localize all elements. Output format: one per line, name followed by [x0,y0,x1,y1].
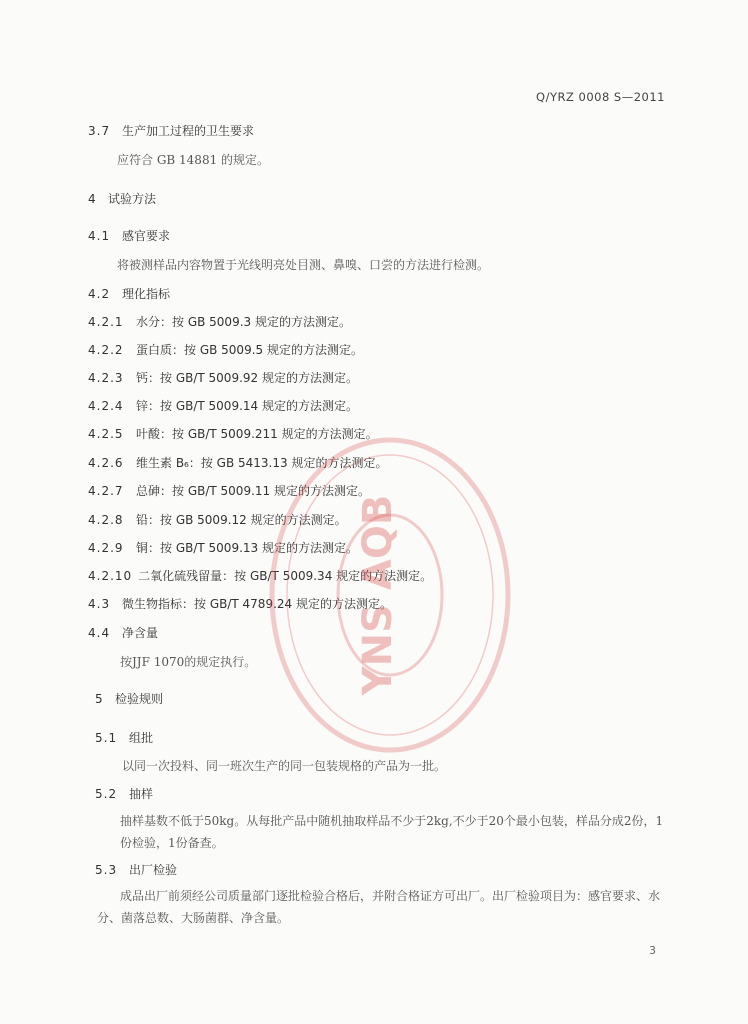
item-4-2-9 [88,540,358,556]
item-number: 4.2.10 [88,569,133,583]
section-number: 4 [88,192,97,206]
item-4-2-3 [88,370,358,386]
section-5-heading [95,691,163,707]
section-number: 4.1 [88,229,111,243]
seal-text: YNS AQB [355,494,401,696]
item-4-2-1 [88,314,351,330]
section-4-1-heading [88,228,170,244]
section-number: 5 [95,692,104,706]
section-5-1-body: 以同一次投料、同一班次生产的同一包装规格的产品为一批。 [122,759,447,773]
section-4-1-body: 将被测样品内容物置于光线明亮处目测、鼻嗅、口尝的方法进行检测。 [117,258,490,272]
section-title: 抽样 [129,787,154,801]
section-number: 5.1 [95,731,118,745]
company-seal [255,420,515,760]
item-text: 铜：按 GB/T 5009.13 规定的方法测定。 [136,541,358,555]
item-4-2-7 [88,483,370,499]
item-number: 4.2.1 [88,315,124,329]
item-4-2-8 [88,512,347,528]
section-title: 出厂检验 [129,863,178,877]
section-4-3 [88,596,392,612]
section-5-2-heading [95,786,153,802]
section-5-2-body: 抽样基数不低于50kg。从每批产品中随机抽取样品不少于2kg,不少于20个最小包装，样品分成2份，1份检验，1份备查。 [120,814,664,850]
section-title: 组批 [129,731,154,745]
section-5-3-body: 成品出厂前须经公司质量部门逐批检验合格后，并附合格证方可出厂。出厂检验项目为：感官要求、水分、菌落总数、大肠菌群、净含量。 [97,889,661,925]
item-4-2-4 [88,398,358,414]
section-5-1-heading [95,730,153,746]
item-number: 4.2.6 [88,456,124,470]
item-number: 4.2.2 [88,343,124,357]
item-text: 蛋白质：按 GB 5009.5 规定的方法测定。 [136,343,363,357]
item-text: 铅：按 GB 5009.12 规定的方法测定。 [136,513,347,527]
section-4-4-heading [88,625,158,641]
section-title: 感官要求 [122,229,171,243]
item-text: 锌：按 GB/T 5009.14 规定的方法测定。 [136,399,358,413]
section-number: 3.7 [88,124,111,138]
section-4-4-body: 按JJF 1070的规定执行。 [120,655,257,669]
section-number: 5.3 [95,863,118,877]
item-text: 二氧化硫残留量：按 GB/T 5009.34 规定的方法测定。 [138,569,433,583]
section-text: 微生物指标：按 GB/T 4789.24 规定的方法测定。 [122,597,392,611]
item-text: 总砷：按 GB/T 5009.11 规定的方法测定。 [136,484,370,498]
item-number: 4.2.4 [88,399,124,413]
section-title: 检验规则 [115,692,164,706]
item-text: 水分：按 GB 5009.3 规定的方法测定。 [136,315,351,329]
item-4-2-5 [88,426,378,442]
item-text: 钙：按 GB/T 5009.92 规定的方法测定。 [136,371,358,385]
section-number: 4.2 [88,287,111,301]
section-number: 5.2 [95,787,118,801]
item-number: 4.2.7 [88,484,124,498]
section-3-7-body: 应符合 GB 14881 的规定。 [117,153,270,167]
section-title: 净含量 [122,626,159,640]
item-text: 维生素 B₆：按 GB 5413.13 规定的方法测定。 [136,456,388,470]
item-text: 叶酸：按 GB/T 5009.211 规定的方法测定。 [136,427,378,441]
item-4-2-10 [88,568,432,584]
section-title: 试验方法 [108,192,157,206]
section-4-2-heading [88,286,170,302]
section-title: 生产加工过程的卫生要求 [122,124,255,138]
page-number: 3 [649,944,656,957]
item-4-2-6 [88,455,387,471]
item-number: 4.2.9 [88,541,124,555]
section-4-heading [88,191,156,207]
section-title: 理化指标 [122,287,171,301]
item-4-2-2 [88,342,363,358]
item-number: 4.2.8 [88,513,124,527]
section-number: 4.3 [88,597,111,611]
section-5-3-heading [95,862,177,878]
item-number: 4.2.3 [88,371,124,385]
standard-code: Q/YRZ 0008 S—2011 [536,90,665,104]
item-number: 4.2.5 [88,427,124,441]
section-3-7-heading [88,123,254,139]
section-number: 4.4 [88,626,111,640]
